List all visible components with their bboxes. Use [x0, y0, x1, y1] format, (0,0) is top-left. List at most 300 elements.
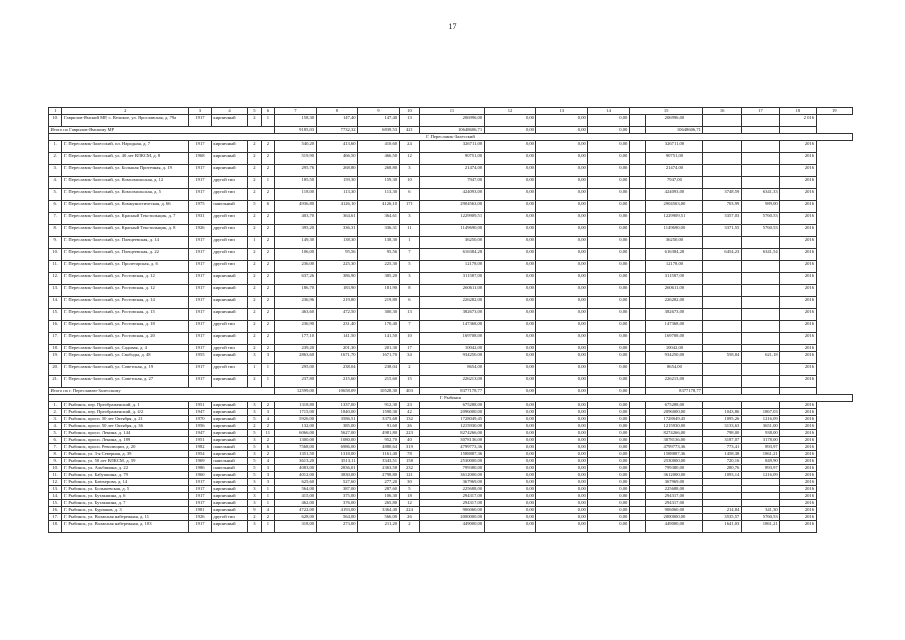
table-row	[49, 364, 853, 376]
table-cell: кирпичный	[211, 285, 247, 297]
table-cell: 326711,00	[646, 141, 703, 153]
table-row	[49, 486, 853, 493]
table-cell: 17	[399, 345, 420, 352]
table-cell: 158,30	[275, 115, 316, 127]
table-cell: 7	[399, 249, 420, 261]
table-cell: 181,90	[358, 285, 399, 297]
table-cell: 0,00	[484, 249, 536, 261]
table-cell: 18.	[49, 521, 62, 533]
table-cell: 201,30	[358, 345, 399, 352]
table-cell: 1229909,51	[646, 213, 703, 225]
table-cell: 1970	[189, 416, 212, 423]
table-cell	[703, 345, 741, 352]
table-cell: 186,70	[275, 285, 316, 297]
table-cell: 0,00	[536, 352, 588, 364]
total-cell	[703, 388, 741, 395]
table-cell: 2.	[49, 409, 62, 416]
table-cell: 4	[261, 507, 274, 514]
table-cell: 449000,00	[420, 521, 484, 533]
table-cell: другой тип	[211, 237, 247, 249]
table-cell: 0,00	[588, 514, 629, 521]
table-cell: 2	[248, 115, 261, 127]
table-cell: кирпичный	[211, 500, 247, 507]
table-cell: 0,00	[484, 237, 536, 249]
table-cell: 225,30	[316, 261, 357, 273]
table-cell: 147368,00	[420, 321, 484, 333]
table-cell: 2016	[780, 165, 816, 177]
table-row	[49, 472, 853, 479]
column-number-header: 14	[588, 108, 629, 115]
table-cell: 1956	[189, 423, 212, 430]
table-cell	[703, 309, 741, 321]
table-cell: кирпичный	[211, 115, 247, 127]
table-cell: 3586,51	[316, 416, 357, 423]
table-cell: 0,00	[484, 141, 536, 153]
table-cell: 226282,00	[420, 297, 484, 309]
table-cell: Г. Рыбинск, ул. 50 лет ВЛКСМ, д. 59	[62, 458, 189, 465]
table-cell: 201,30	[316, 345, 357, 352]
table-cell: 2000000,00	[420, 514, 484, 521]
table-cell: 675288,00	[420, 402, 484, 409]
table-cell	[629, 472, 646, 479]
table-cell: 5760,53	[741, 213, 779, 225]
table-cell: 177,10	[275, 333, 316, 345]
table-cell	[703, 500, 741, 507]
table-cell: 15.	[49, 309, 62, 321]
table-cell: 2016	[780, 479, 816, 486]
table-cell: 5.	[49, 189, 62, 201]
table-cell: 6	[399, 189, 420, 201]
table-cell	[741, 364, 779, 376]
table-cell: 326711,00	[420, 141, 484, 153]
table-cell: 1951	[189, 402, 212, 409]
table-cell: 472,50	[316, 309, 357, 321]
table-cell: 0,00	[536, 430, 588, 437]
table-cell: 4936,80	[275, 201, 316, 213]
table-cell: 215,60	[316, 376, 357, 388]
table-cell	[629, 177, 646, 189]
table-cell: 2016	[780, 465, 816, 472]
table-cell: 0,00	[588, 225, 629, 237]
table-cell: 2	[261, 345, 274, 352]
table-cell	[703, 402, 741, 409]
table-row	[49, 213, 853, 225]
table-cell: 2	[248, 165, 261, 177]
table-cell: 0,00	[484, 430, 536, 437]
table-cell: 294317,00	[646, 493, 703, 500]
table-cell: 849,90	[741, 458, 779, 465]
table-cell: Г. Рыбинск, просп. Ленина, д. 144	[62, 430, 189, 437]
table-cell: 1926	[189, 225, 212, 237]
table-cell: 318,00	[275, 521, 316, 533]
table-cell: кирпичный	[211, 333, 247, 345]
table-cell: 0,00	[484, 458, 536, 465]
table-cell	[629, 333, 646, 345]
table-cell: 564,00	[275, 486, 316, 493]
table-cell: 1947	[189, 430, 212, 437]
table-cell: 1216,09	[741, 472, 779, 479]
table-cell: 219,80	[358, 297, 399, 309]
table-cell: 14.	[49, 297, 62, 309]
table-cell: 0,00	[536, 486, 588, 493]
table-cell: 159,30	[358, 177, 399, 189]
table-row	[49, 261, 853, 273]
table-cell: 147,40	[358, 115, 399, 127]
table-cell	[741, 141, 779, 153]
table-cell: 6341,33	[741, 189, 779, 201]
table-cell: 158	[399, 458, 420, 465]
column-number-header: 9	[358, 108, 399, 115]
table-cell	[741, 333, 779, 345]
total-cell	[703, 127, 741, 134]
table-cell	[741, 376, 779, 388]
table-cell: 1917	[189, 333, 212, 345]
table-cell: 7568,00	[275, 444, 316, 451]
table-cell: 564,00	[316, 514, 357, 521]
table-cell: 0,00	[484, 345, 536, 352]
table-cell: 2	[261, 273, 274, 285]
table-row	[49, 479, 853, 486]
table-row	[49, 376, 853, 388]
page-number: 17	[448, 22, 457, 31]
table-cell: 20.	[49, 364, 62, 376]
table-cell: 1867,03	[741, 409, 779, 416]
table-cell	[629, 115, 646, 127]
table-cell: 1917	[189, 376, 212, 388]
table-cell: Г. Переславль-Залесский, пл. Народная, д. 7	[62, 141, 189, 153]
table-cell: 1981	[189, 507, 212, 514]
table-cell: 1917	[189, 141, 212, 153]
table-cell	[629, 458, 646, 465]
table-cell: 2016	[780, 333, 816, 345]
table-cell: 118,00	[275, 189, 316, 201]
table-cell: 720,16	[703, 458, 741, 465]
table-cell: 2016	[780, 514, 816, 521]
table-cell: 2	[261, 423, 274, 430]
table-cell: Г. Рыбинск, ул. 3-я Северная, д. 39	[62, 451, 189, 458]
table-cell: 0,00	[588, 479, 629, 486]
table-cell: 952,70	[358, 437, 399, 444]
table-cell: 268,80	[316, 165, 357, 177]
table-cell: 132	[399, 416, 420, 423]
table-cell: 2096000,00	[420, 409, 484, 416]
table-cell: 12178,00	[646, 261, 703, 273]
table-cell: 5	[248, 472, 261, 479]
table-cell: 463,60	[275, 309, 316, 321]
table-cell: 21474,00	[646, 165, 703, 177]
table-cell: 21.	[49, 376, 62, 388]
table-cell: 424093,00	[420, 189, 484, 201]
table-cell: 0,00	[588, 141, 629, 153]
table-cell	[629, 465, 646, 472]
table-cell: 3	[399, 213, 420, 225]
section-heading: Г. Рыбинск	[49, 395, 853, 402]
total-cell	[741, 388, 779, 395]
table-cell: 1917	[189, 309, 212, 321]
table-cell: 1	[261, 521, 274, 533]
table-cell	[629, 189, 646, 201]
table-cell	[629, 141, 646, 153]
table-cell: 0,00	[484, 285, 536, 297]
table-cell: 4981,80	[358, 430, 399, 437]
table-cell: 4126,10	[358, 201, 399, 213]
table-cell: 0,00	[588, 402, 629, 409]
table-cell	[741, 321, 779, 333]
table-cell: 7947,00	[646, 177, 703, 189]
table-cell: 0,00	[536, 465, 588, 472]
table-cell: Г. Рыбинск, просп. 50 лет Октября, д. 36	[62, 423, 189, 430]
table-cell: 2016	[780, 201, 816, 213]
table-cell: Г. Переславль-Залесский, ул. Садовая, д. 4	[62, 345, 189, 352]
table-cell: 2530000,00	[420, 458, 484, 465]
table-cell: 206996,00	[646, 115, 703, 127]
table-cell: 0,00	[536, 514, 588, 521]
table-cell: 2016	[780, 285, 816, 297]
table-cell: 121	[399, 472, 420, 479]
table-cell: 3	[261, 352, 274, 364]
table-cell	[741, 486, 779, 493]
table-cell: 2863,60	[275, 352, 316, 364]
table-row	[49, 345, 853, 352]
table-cell: 3	[261, 479, 274, 486]
table-cell: 12.	[49, 273, 62, 285]
table-cell: 2	[261, 321, 274, 333]
table-cell: Г. Рыбинск, пер. Преображенский, д. 4/2	[62, 409, 189, 416]
table-cell: 3	[248, 521, 261, 533]
table-cell: 0,00	[536, 507, 588, 514]
table-cell	[629, 493, 646, 500]
table-cell: 906060,00	[646, 507, 703, 514]
column-number-header: 4	[211, 108, 247, 115]
table-cell: 1931	[189, 213, 212, 225]
table-cell: 6986,00	[316, 444, 357, 451]
table-cell: 0,00	[484, 465, 536, 472]
table-cell: 2016	[780, 402, 816, 409]
table-cell: 273,00	[316, 521, 357, 533]
table-cell: другой тип	[211, 514, 247, 521]
table-cell: 3612000,00	[420, 472, 484, 479]
table-cell: 219,80	[316, 297, 357, 309]
table-cell: другой тип	[211, 261, 247, 273]
table-cell: 2016	[780, 376, 816, 388]
table-cell: 1215930,00	[420, 423, 484, 430]
table-cell	[741, 297, 779, 309]
table-cell	[629, 297, 646, 309]
table-cell: 6.	[49, 437, 62, 444]
table-row	[49, 165, 853, 177]
total-cell: 10658,09	[316, 388, 357, 395]
table-cell: 2836,01	[316, 465, 357, 472]
table-cell: кирпичный	[211, 451, 247, 458]
table-cell: 2	[261, 141, 274, 153]
table-cell: 36250,00	[420, 237, 484, 249]
table-cell: 0,00	[484, 451, 536, 458]
table-cell: 0,00	[484, 500, 536, 507]
column-number-header: 7	[275, 108, 316, 115]
table-cell	[629, 416, 646, 423]
table-cell: 236,00	[275, 261, 316, 273]
table-cell: 3	[399, 273, 420, 285]
table-cell: 0,00	[588, 430, 629, 437]
total-cell: 10648606,71	[420, 127, 484, 134]
table-cell: другой тип	[211, 364, 247, 376]
table-cell: кирпичный	[211, 297, 247, 309]
table-cell: 0,00	[536, 437, 588, 444]
table-cell: 3	[261, 409, 274, 416]
table-cell: 413,60	[316, 141, 357, 153]
table-cell	[741, 261, 779, 273]
table-cell: другой тип	[211, 345, 247, 352]
table-cell	[629, 273, 646, 285]
column-number-header: 11	[420, 108, 484, 115]
table-cell: 225,30	[358, 261, 399, 273]
table-cell: 3830,00	[316, 472, 357, 479]
total-row	[49, 388, 853, 395]
table-cell: 0,00	[588, 297, 629, 309]
table-cell: 0,00	[484, 297, 536, 309]
table-row	[49, 309, 853, 321]
table-cell: 2016	[780, 321, 816, 333]
total-cell	[741, 127, 779, 134]
table-cell: 2016	[780, 261, 816, 273]
table-cell: Г. Рыбинск, ул. Бутакшина, д. 6	[62, 493, 189, 500]
table-cell: 232	[399, 465, 420, 472]
table-cell: 0,00	[484, 479, 536, 486]
table-cell: 1917	[189, 486, 212, 493]
table-cell: 1861,21	[741, 451, 779, 458]
total-cell: 8377178,77	[420, 388, 484, 395]
table-cell: 223	[399, 430, 420, 437]
table-cell: 0,00	[484, 189, 536, 201]
table-cell: 1458,38	[703, 451, 741, 458]
table-cell: 147,40	[316, 115, 357, 127]
table-cell: 0,00	[484, 165, 536, 177]
table-cell: 2	[261, 165, 274, 177]
total-cell: 0,00	[536, 388, 588, 395]
table-cell: 1917	[189, 364, 212, 376]
table-cell: кирпичный	[211, 402, 247, 409]
section-heading-row	[49, 395, 853, 402]
table-cell: 138,30	[316, 237, 357, 249]
table-cell: 1093,14	[703, 472, 741, 479]
table-cell: 0,00	[536, 213, 588, 225]
table-cell	[629, 451, 646, 458]
table-cell	[741, 237, 779, 249]
table-cell: 1161,40	[358, 451, 399, 458]
table-cell	[703, 493, 741, 500]
table-cell	[741, 273, 779, 285]
table-cell: 2	[248, 423, 261, 430]
table-row	[49, 507, 853, 514]
table-cell	[629, 237, 646, 249]
table-cell: 906060,00	[420, 507, 484, 514]
table-cell: 386,90	[316, 273, 357, 285]
table-cell: Г. Рыбинск, ул. Бабушкина, д. 79	[62, 472, 189, 479]
table-cell: 16.	[49, 507, 62, 514]
table-cell: 5	[248, 458, 261, 465]
table-cell: 17.	[49, 333, 62, 345]
table-cell: 226213,00	[420, 376, 484, 388]
table-cell: 1917	[189, 165, 212, 177]
table-cell: 2	[248, 321, 261, 333]
table-cell: 1917	[189, 500, 212, 507]
table-cell: 2096000,00	[646, 409, 703, 416]
table-row	[49, 153, 853, 165]
table-cell: 4	[261, 416, 274, 423]
table-cell: Г. Рыбинск, просп. Революции, д. 20	[62, 444, 189, 451]
table-cell: 1728049,45	[420, 416, 484, 423]
table-cell: 3.	[49, 416, 62, 423]
table-cell: 3	[248, 402, 261, 409]
table-cell: 376,00	[316, 500, 357, 507]
table-cell: 2	[248, 189, 261, 201]
table-cell: 0,00	[536, 225, 588, 237]
table-cell: 1.	[49, 141, 62, 153]
total-cell: 0,00	[536, 127, 588, 134]
total-cell: 0,00	[484, 127, 536, 134]
table-cell: 3343,51	[358, 458, 399, 465]
table-cell: 4799773,36	[420, 444, 484, 451]
table-cell: 0,00	[588, 423, 629, 430]
table-cell: 3	[261, 465, 274, 472]
table-cell: 0,00	[484, 333, 536, 345]
table-cell: 10	[399, 333, 420, 345]
table-cell: 3	[248, 409, 261, 416]
table-cell: 0,00	[536, 345, 588, 352]
table-cell: Г. Переславль-Залесский, ул. Свободы, д. 48	[62, 352, 189, 364]
table-cell: 1	[261, 493, 274, 500]
table-cell: Г. Рыбинск, просп. Ленина, д. 189	[62, 437, 189, 444]
table-cell: 5760,53	[741, 225, 779, 237]
table-cell: 0,00	[536, 115, 588, 127]
table-cell: другой тип	[211, 225, 247, 237]
table-cell: 226282,00	[646, 297, 703, 309]
table-cell: 675288,00	[646, 402, 703, 409]
table-cell: 0,00	[484, 423, 536, 430]
table-cell	[741, 345, 779, 352]
table-cell: 294317,00	[420, 500, 484, 507]
table-cell: 237,80	[275, 376, 316, 388]
table-cell: 1229909,51	[420, 213, 484, 225]
column-number-header: 8	[316, 108, 357, 115]
table-cell: 95,56	[358, 249, 399, 261]
table-row	[49, 285, 853, 297]
table-cell: 382673,00	[420, 309, 484, 321]
table-cell: 336,31	[316, 225, 357, 237]
table-cell: 13.	[49, 285, 62, 297]
table-cell: 2530000,00	[646, 458, 703, 465]
table-cell: 113,30	[316, 189, 357, 201]
table-cell: 8654,00	[646, 364, 703, 376]
table-cell: 0,00	[484, 514, 536, 521]
table-row	[49, 437, 853, 444]
table-cell: 1588887,36	[646, 451, 703, 458]
table-cell: 6	[261, 201, 274, 213]
table-cell: 3	[248, 451, 261, 458]
table-cell: 2	[248, 285, 261, 297]
table-cell: кирпичный	[211, 430, 247, 437]
table-cell: 2904563,00	[646, 201, 703, 213]
column-number-header: 6	[261, 108, 274, 115]
table-cell: кирпичный	[211, 153, 247, 165]
table-cell: 519,90	[275, 153, 316, 165]
table-cell: 78	[399, 451, 420, 458]
table-cell: 0,00	[588, 213, 629, 225]
table-cell: 1	[248, 364, 261, 376]
table-cell: 6	[399, 297, 420, 309]
table-cell: 280,76	[703, 465, 741, 472]
table-cell: 3	[248, 437, 261, 444]
